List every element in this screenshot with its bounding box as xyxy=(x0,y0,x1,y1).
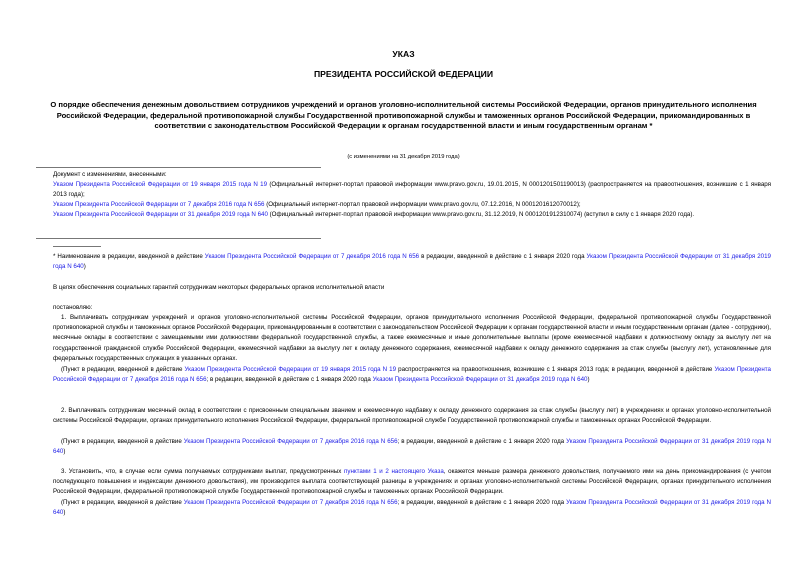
p3-link[interactable]: пунктами 1 и 2 настоящего Указа xyxy=(344,468,444,475)
p2-note-link-2[interactable]: Указом Президента Российской Федерации от 31 декабря 2019 года N 640 xyxy=(53,438,771,456)
preamble: В целях обеспечения социальных гарантий сотрудникам некоторых федеральных органов исполнительной власти xyxy=(53,284,385,291)
doc-heading: О порядке обеспечения денежным довольствием сотрудников учреждений и органов уголовно-исполнительной системы Российской Федерации, органов принудительного исполнения Российской Федерации, федеральной противопожарной службы Государственной противопожарной службы и таможенных органов Российской Федерации, прикомандированных в соответствии с законодательством Российской Федерации к органам государственной власти и иным государственным органам * xyxy=(50,100,757,130)
doc-type-title: УКАЗ xyxy=(392,49,415,59)
footnote-divider xyxy=(53,246,101,247)
paragraph-1: 1. Выплачивать сотрудникам учреждений и органов уголовно-исполнительной системы Российской Федерации, органов принудительного исполнения Российской Федерации, федеральной противопожарной службы Государственной противопожарной службы и таможенных органов Российской Федерации, прикомандированным в соответствии с законодательством Российской Федерации к органам государственной власти и иным государственным органам (далее - сотрудники), месячные оклады в соответствии с замещаемыми ими должностями федеральной государственной службы, а также ежемесячные и иные дополнительные выплаты (кроме ежемесячной надбавки к должностному окладу за выслугу лет на государственной гражданской службе Российской Федерации, ежемесячной надбавки за выслугу лет к окладу денежного содержания, ежемесячной надбавки к окладу денежного содержания за стаж службы (выслугу лет), установленные для федеральных государственных служащих в указанных органах. xyxy=(53,314,771,362)
paragraph-1-note: (Пункт в редакции, введенной в действие Указом Президента Российской Федерации от 19 января 2015 года N 19 распространяется на правоотношения, возникшие с 1 января 2013 года; в редакции, введенной в действие Указом Президента Российской Федерации от 7 декабря 2016 года N 656; в редакции, введенной в действие с 1 января 2020 года Указом Президента Российской Федерации от 31 декабря 2019 года N 640) xyxy=(53,366,771,384)
change-item xyxy=(53,200,771,210)
p3-note-link-2[interactable]: Указом Президента Российской Федерации от 31 декабря 2019 года N 640 xyxy=(53,499,771,517)
footnote: * Наименование в редакции, введенной в действие Указом Президента Российской Федерации от 7 декабря 2016 года N 656 в редакции, введенной в действие с 1 января 2020 года Указом Президента Российской Федерации от 31 декабря 2019 года N 640) xyxy=(53,253,771,270)
paragraph-3: 3. Установить, что, в случае если сумма получаемых сотрудниками выплат, предусмотренных пунктами 1 и 2 настоящего Указа, окажется меньше размера денежного довольствия, получаемого ими на день прикомандирования (с учетом последующего повышения и индексации денежного довольствия), им производится выплата соответствующей разницы в учреждениях и органах уголовно-исполнительной системы Российской Федерации, органах принудительного исполнения Российской Федерации, федеральной противопожарной службе Государственной противопожарной службы и таможенных органах Российской Федерации. xyxy=(53,468,771,496)
paragraph-2-note: (Пункт в редакции, введенной в действие Указом Президента Российской Федерации от 7 декабря 2016 года N 656; в редакции, введенной в действие с 1 января 2020 года Указом Президента Российской Федерации от 31 декабря 2019 года N 640) xyxy=(53,438,771,456)
change-text: (Официальный интернет-портал правовой информации www.pravo.gov.ru, 31.12.2019, N 0001201912310074) (вступил в силу с 1 января 2020 года). xyxy=(267,211,695,218)
divider xyxy=(36,167,321,168)
change-link[interactable]: Указом Президента Российской Федерации от 19 января 2015 года N 19 xyxy=(53,181,268,188)
p1-note-link-3[interactable]: Указом Президента Российской Федерации от 31 декабря 2019 года N 640 xyxy=(372,376,588,384)
footnote-link-2[interactable]: Указом Президента Российской Федерации от 31 декабря 2019 года N 640 xyxy=(53,253,771,270)
edition-note: (с изменениями на 31 декабря 2019 года) xyxy=(347,154,460,160)
paragraph-2: 2. Выплачивать сотрудникам месячный оклад в соответствии с присвоенным специальным званием и ежемесячную надбавку к окладу денежного содержания за стаж службы (выслугу лет) в учреждениях и органах уголовно-исполнительной системы Российской Федерации, органах принудительного исполнения Российской Федерации, федеральной противопожарной службе Государственной противопожарной службы и таможенных органах Российской Федерации. xyxy=(53,407,771,425)
doc-issuer-title: ПРЕЗИДЕНТА РОССИЙСКОЙ ФЕДЕРАЦИИ xyxy=(313,69,494,79)
change-text: (Официальный интернет-портал правовой информации www.pravo.gov.ru, 19.01.2015, N 0001201501190013) (распространяется на правоотношения, возникшие с 1 января 2013 года); xyxy=(53,181,771,198)
footnote-link-1[interactable]: Указом Президента Российской Федерации от 7 декабря 2016 года N 656 xyxy=(204,253,420,260)
paragraph-3-note: (Пункт в редакции, введенной в действие Указом Президента Российской Федерации от 7 декабря 2016 года N 656; в редакции, введенной в действие с 1 января 2020 года Указом Президента Российской Федерации от 31 декабря 2019 года N 640) xyxy=(53,499,771,517)
divider xyxy=(36,238,321,239)
change-link[interactable]: Указом Президента Российской Федерации от 31 декабря 2019 года N 640 xyxy=(53,211,268,218)
change-item xyxy=(53,180,771,200)
p2-note-link-1[interactable]: Указом Президента Российской Федерации от 7 декабря 2016 года N 656 xyxy=(183,438,398,445)
p3-note-link-1[interactable]: Указом Президента Российской Федерации от 7 декабря 2016 года N 656 xyxy=(183,499,398,506)
change-item xyxy=(53,210,771,220)
change-text: (Официальный интернет-портал правовой информации www.pravo.gov.ru, 07.12.2016, N 0001201612070012); xyxy=(264,201,581,208)
p1-note-link-1[interactable]: Указом Президента Российской Федерации от 19 января 2015 года N 19 xyxy=(184,366,397,373)
p1-note-link-2[interactable]: Указом Президента Российской Федерации от 7 декабря 2016 года N 656 xyxy=(53,366,771,384)
change-link[interactable]: Указом Президента Российской Федерации от 7 декабря 2016 года N 656 xyxy=(53,201,265,208)
changes-intro: Документ с изменениями, внесенными: xyxy=(53,171,167,178)
decree-word: постановляю: xyxy=(53,304,93,311)
